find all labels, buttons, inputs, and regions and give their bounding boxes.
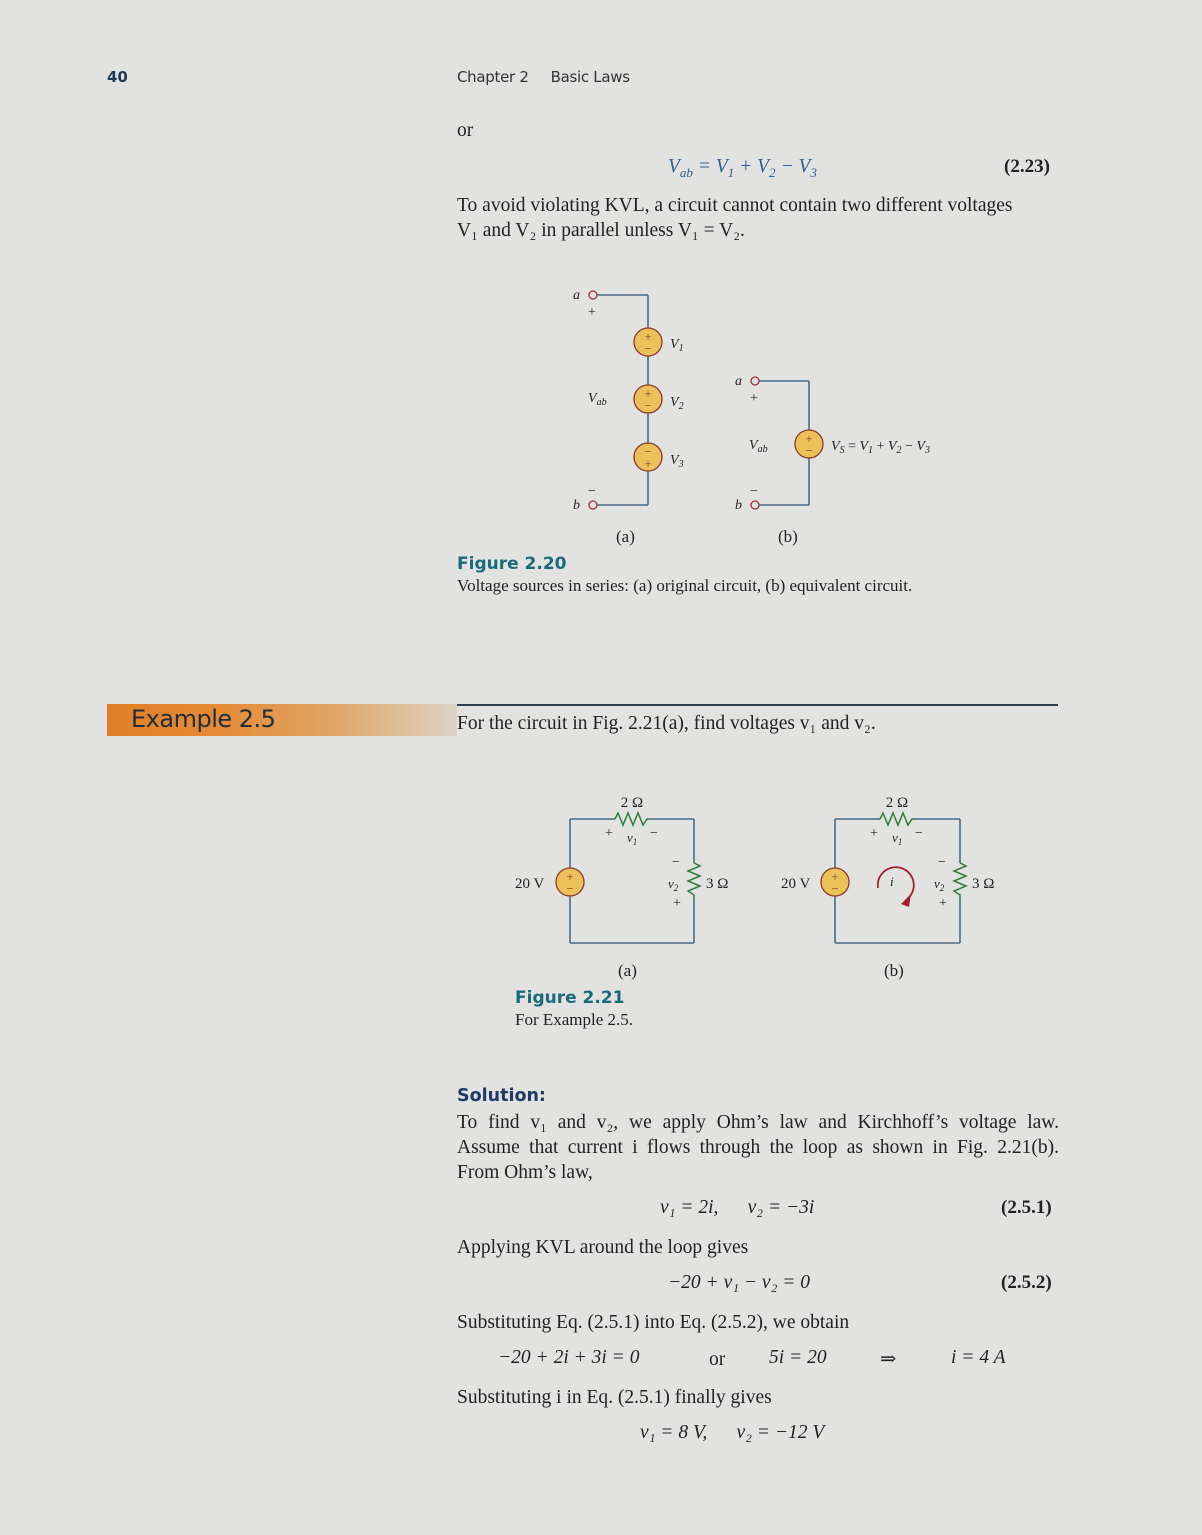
svg-text:b: b (735, 498, 742, 513)
svg-text:a: a (573, 288, 580, 303)
svg-text:−: − (915, 826, 923, 841)
svg-text:+: + (605, 826, 613, 841)
resistor-3ohm-icon (688, 863, 700, 898)
svg-text:−: − (831, 881, 839, 896)
figure-2-21-label-a: (a) (618, 961, 637, 980)
svg-text:+: + (644, 386, 652, 401)
svg-text:20 V: 20 V (781, 876, 811, 892)
intro-paragraph (457, 193, 1059, 243)
resistor-2ohm-icon (615, 813, 650, 825)
solution-paragraph-4: Substituting i in Eq. (2.5.1) finally gives (457, 1387, 772, 1408)
figure-2-20-diagram (560, 280, 980, 550)
svg-text:+: + (644, 329, 652, 344)
chapter-title: Basic Laws (550, 68, 630, 86)
figure-2-20-caption: Voltage sources in series: (a) original circuit, (b) equivalent circuit. (457, 576, 913, 595)
svg-text:v2: $v_2$ (934, 876, 945, 893)
example-problem: For the circuit in Fig. 2.21(a), find voltages v₁ and v₂. (457, 713, 876, 734)
final-result: v₁ = 8 V, v₂ = −12 V (640, 1422, 825, 1443)
voltage-source-20v-icon (821, 868, 849, 896)
solution-title: Solution: (457, 1086, 546, 1106)
equation-2-5-2: −20 + v₁ − v₂ = 0 (668, 1272, 811, 1293)
voltage-source-vs-icon (795, 430, 823, 458)
svg-text:b: b (573, 498, 580, 513)
chapter-number: Chapter 2 (457, 68, 529, 86)
svg-text:Vab: $V_{ab}$ (749, 438, 768, 455)
svg-text:+: + (644, 456, 652, 471)
svg-text:V1: $V_1$ (670, 337, 684, 354)
equation-number: (2.23) (1004, 156, 1050, 177)
svg-text:+: + (588, 305, 596, 320)
svg-text:−: − (938, 855, 946, 870)
figure-2-21-diagram (500, 780, 1020, 980)
svg-text:−: − (588, 484, 596, 499)
figure-2-20-title: Figure 2.20 (457, 554, 567, 574)
or-text: or (457, 120, 474, 141)
svg-text:−: − (672, 855, 680, 870)
voltage-source-20v-icon (556, 868, 584, 896)
svg-text:VS = V1 + V2 − V3: $V_S = V_1 + V_2 - V_3$ (831, 439, 930, 456)
svg-text:+: + (750, 391, 758, 406)
current-arrow-icon (878, 867, 914, 907)
equation-number-2-5-2: (2.5.2) (1001, 1272, 1052, 1293)
equation-3c: i = 4 A (951, 1347, 1006, 1368)
terminal-a-icon (589, 291, 597, 299)
page-number: 40 (107, 68, 128, 86)
figure-2-21-label-b: (b) (884, 961, 904, 980)
svg-text:20 V: 20 V (515, 876, 545, 892)
svg-text:V2: $V_2$ (670, 395, 684, 412)
figure-2-21-title: Figure 2.21 (515, 988, 625, 1008)
solution-paragraph-1 (457, 1110, 1059, 1185)
intro-line-2: V₁ and V₂ in parallel unless V₁ = V₂. (457, 220, 745, 241)
svg-text:v2: $v_2$ (668, 876, 679, 893)
equation-2-5-1: v₁ = 2i, v₂ = −3i (660, 1197, 815, 1218)
svg-text:v1: $v_1$ (627, 830, 638, 847)
implies-arrow-icon: ⇒ (880, 1349, 897, 1370)
svg-text:+: + (805, 431, 813, 446)
svg-text:2 Ω: 2 Ω (885, 795, 909, 811)
figure-2-20-label-a: (a) (616, 527, 635, 546)
solution-paragraph-2: Applying KVL around the loop gives (457, 1237, 749, 1258)
running-header (457, 68, 652, 86)
solution-paragraph-3: Substituting Eq. (2.5.1) into Eq. (2.5.2), we obtain (457, 1312, 850, 1333)
svg-text:i: i (890, 874, 894, 889)
svg-text:−: − (566, 881, 574, 896)
svg-text:+: + (870, 826, 878, 841)
svg-text:v1: $v_1$ (892, 830, 903, 847)
svg-text:a: a (735, 374, 742, 389)
svg-text:2 Ω: 2 Ω (620, 795, 644, 811)
voltage-source-v2-icon (634, 385, 662, 413)
solution-line-1: To find v₁ and v₂, we apply Ohm’s law and Kirchhoff’s voltage law. (457, 1112, 1059, 1133)
equation-3-or: or (709, 1349, 726, 1370)
svg-text:−: − (750, 484, 758, 499)
svg-text:+: + (939, 896, 947, 911)
example-banner-label: Example 2.5 (131, 705, 276, 733)
equation-number-2-5-1: (2.5.1) (1001, 1197, 1052, 1218)
voltage-source-v1-icon (634, 328, 662, 356)
svg-text:−: − (644, 444, 652, 459)
svg-text:V3: $V_3$ (670, 453, 684, 470)
svg-text:Vab: $V_{ab}$ (588, 391, 607, 408)
voltage-source-v3-icon (634, 443, 662, 471)
equation-3a: −20 + 2i + 3i = 0 (498, 1347, 640, 1368)
svg-text:+: + (831, 869, 839, 884)
resistor-3ohm-icon (954, 863, 966, 898)
svg-text:−: − (644, 341, 652, 356)
solution-line-3: From Ohm’s law, (457, 1162, 593, 1183)
svg-text:3 Ω: 3 Ω (706, 876, 729, 892)
equation-3b: 5i = 20 (769, 1347, 827, 1368)
svg-text:+: + (566, 869, 574, 884)
svg-text:−: − (650, 826, 658, 841)
svg-text:3 Ω: 3 Ω (972, 876, 995, 892)
terminal-a-icon (751, 377, 759, 385)
solution-line-2: Assume that current i flows through the loop as shown in Fig. 2.21(b). (457, 1137, 1059, 1158)
terminal-b-icon (751, 501, 759, 509)
svg-text:−: − (805, 443, 813, 458)
terminal-b-icon (589, 501, 597, 509)
intro-line-1: To avoid violating KVL, a circuit cannot contain two different voltages (457, 195, 1013, 216)
figure-2-20-label-b: (b) (778, 527, 798, 546)
svg-text:−: − (644, 398, 652, 413)
resistor-2ohm-icon (880, 813, 915, 825)
equation-2-23: $V_{ab} = V_1 + V_2 - V_3$ (668, 156, 817, 180)
figure-2-21-caption: For Example 2.5. (515, 1010, 634, 1029)
svg-text:+: + (673, 896, 681, 911)
